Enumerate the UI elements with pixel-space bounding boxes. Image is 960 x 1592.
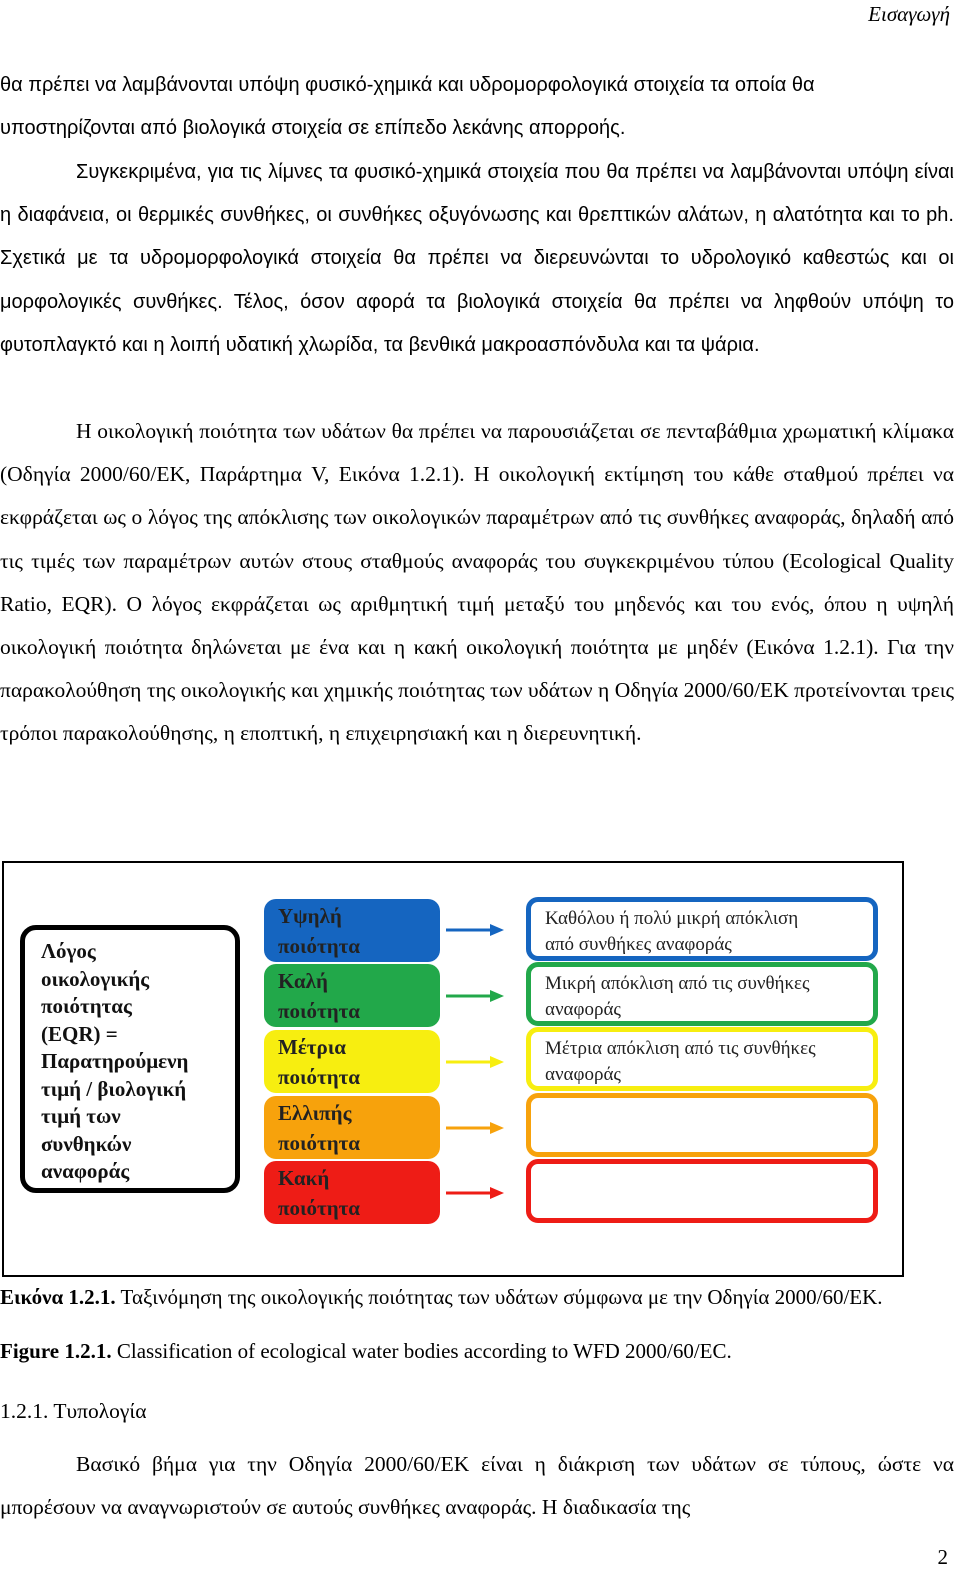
description-box-high	[526, 897, 878, 961]
running-header: Εισαγωγή	[868, 2, 950, 26]
description-line: αναφοράς	[545, 999, 621, 1020]
description-box-poor	[526, 1093, 878, 1157]
quality-label: Μέτρια	[278, 1035, 346, 1059]
arrow-head	[490, 924, 504, 936]
arrow-right-icon	[446, 923, 504, 937]
eqr-line: τιμή / βιολογική	[41, 1076, 187, 1101]
quality-class-good	[264, 964, 440, 1027]
quality-label: Κακή	[278, 1166, 330, 1190]
intro-line-1: θα πρέπει να λαμβάνονται υπόψη φυσικό-χημικά και υδρομορφολογικά στοιχεία τα οποία θα	[0, 74, 815, 96]
eqr-line: συνθηκών	[41, 1131, 132, 1156]
description-line: από συνθήκες αναφοράς	[545, 934, 732, 955]
quality-label: Υψηλή	[278, 904, 342, 928]
arrow-head	[490, 1056, 504, 1068]
intro-paragraph	[0, 64, 954, 150]
quality-class-moderate	[264, 1030, 440, 1093]
paragraph-lakes-elements: Συγκεκριμένα, για τις λίμνες τα φυσικό-χημικά στοιχεία που θα πρέπει να λαμβάνονται υπόψη είναι η διαφάνεια, οι θερμικές συνθήκες, οι συνθήκες οξυγόνωσης και θρεπτικών αλάτων, η αλατότητα και το ph. Σχετικά με τα υδρομορφολογικά στοιχεία θα πρέπει να διερευνώνται το υδρολογικό καθεστώς και οι μορφολογικές συνθήκες. Τέλος, όσον αφορά τα βιολογικά στοιχεία θα πρέπει να ληφθούν υπόψη το φυτοπλαγκτό και η λοιπή υδατική χλωρίδα, τα βενθικά μακροασπόνδυλα και τα ψάρια.	[0, 161, 954, 356]
paragraph-typology: Βασικό βήμα για την Οδηγία 2000/60/ΕΚ είναι η διάκριση των υδάτων σε τύπους, ώστε να μπορέσουν να αναγνωριστούν σε αυτούς συνθήκες αναφοράς. Η διαδικασία της	[0, 1452, 954, 1520]
description-box-moderate	[526, 1027, 878, 1091]
arrow-right-icon	[446, 1055, 504, 1069]
arrow-right-icon	[446, 1186, 504, 1200]
arrow-head	[490, 1187, 504, 1199]
eqr-line: οικολογικής	[41, 966, 150, 991]
intro-line-2: υποστηρίζονται από βιολογικά στοιχεία σε επίπεδο λεκάνης απορροής.	[0, 117, 626, 140]
description-line: Καθόλου ή πολύ μικρή απόκλιση	[545, 908, 799, 929]
paragraph-ecological-quality: Η οικολογική ποιότητα των υδάτων θα πρέπει να παρουσιάζεται σε πενταβάθμια χρωματική κλίμακα (Οδηγία 2000/60/ΕΚ, Παράρτημα V, Εικόνα 1.2.1). Η οικολογική εκτίμηση του κάθε σταθμού πρέπει να εκφράζεται ως ο λόγος της απόκλισης των οικολογικών παραμέτρων από τις συνθήκες αναφοράς, δηλαδή από τις τιμές των παραμέτρων αυτών στους σταθμούς αναφοράς του συγκεκριμένου τύπου (Ecological Quality Ratio, EQR). Ο λόγος εκφράζεται ως αριθμητική τιμή μεταξύ του μηδενός και του ενός, όπου η υψηλή οικολογική ποιότητα δηλώνεται με ένα και η κακή οικολογική ποιότητα με μηδέν (Εικόνα 1.2.1). Για την παρακολούθηση της οικολογικής και χημικής ποιότητας των υδάτων η Οδηγία 2000/60/ΕΚ προτείνονται τρεις τρόποι παρακολούθησης, η εποπτική, η επιχειρησιακή και η διερευνητική.	[0, 419, 954, 746]
eqr-line: αναφοράς	[41, 1159, 130, 1183]
quality-label: ποιότητα	[278, 1196, 361, 1220]
eqr-line: τιμή των	[41, 1104, 121, 1128]
eqr-line: (EQR) =	[41, 1021, 118, 1046]
caption-label: Figure 1.2.1.	[0, 1339, 112, 1363]
page-number: 2	[937, 1545, 948, 1569]
figure-caption-english	[0, 1338, 954, 1364]
arrow-head	[490, 990, 504, 1002]
quality-label: Καλή	[278, 969, 328, 993]
arrow-right-icon	[446, 989, 504, 1003]
arrow-right-icon	[446, 1121, 504, 1135]
quality-label: ποιότητα	[278, 1065, 361, 1089]
arrow-head	[490, 1122, 504, 1134]
quality-class-poor	[264, 1096, 440, 1159]
eqr-line: ποιότητας	[41, 994, 132, 1018]
description-line: Μικρή απόκλιση από τις συνθήκες	[545, 973, 810, 994]
description-box-good	[526, 962, 878, 1026]
description-box-bad	[526, 1159, 878, 1223]
classification-figure	[2, 861, 904, 1277]
quality-label: ποιότητα	[278, 1131, 361, 1155]
quality-class-bad	[264, 1161, 440, 1224]
caption-text: Ταξινόμηση της οικολογικής ποιότητας των υδάτων σύμφωνα με την Οδηγία 2000/60/ΕΚ.	[115, 1285, 883, 1309]
description-line: αναφοράς	[545, 1064, 621, 1085]
caption-label: Εικόνα 1.2.1.	[0, 1285, 116, 1309]
quality-label: ποιότητα	[278, 999, 361, 1023]
quality-label: Ελλιπής	[278, 1101, 352, 1125]
description-line: Μέτρια απόκλιση από τις συνθήκες	[545, 1038, 816, 1059]
quality-label: ποιότητα	[278, 934, 361, 958]
quality-class-high	[264, 899, 440, 962]
eqr-line: Παρατηρούμενη	[41, 1049, 189, 1073]
caption-text: Classification of ecological water bodies according to WFD 2000/60/EC.	[111, 1339, 732, 1363]
eqr-line: Λόγος	[41, 939, 96, 963]
eqr-definition-box	[20, 925, 240, 1193]
figure-caption-greek	[0, 1284, 954, 1310]
section-heading: 1.2.1. Τυπολογία	[0, 1399, 147, 1423]
